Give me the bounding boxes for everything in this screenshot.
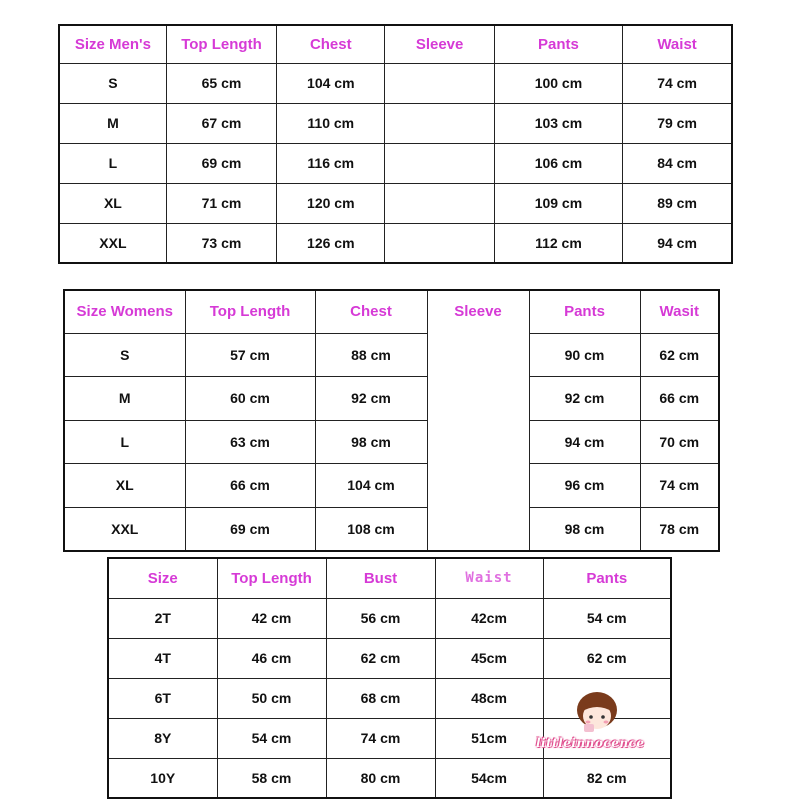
womens-header-chest: Chest xyxy=(315,290,427,333)
mens-top-length-cell: 67 cm xyxy=(166,103,276,143)
mens-chest-cell: 120 cm xyxy=(277,183,385,223)
womens-size-table xyxy=(63,289,720,552)
table-row xyxy=(59,63,732,103)
womens-size-cell: L xyxy=(64,420,185,464)
table-row xyxy=(64,507,719,551)
womens-header-waist: Wasit xyxy=(640,290,719,333)
kids-size-table xyxy=(107,557,672,799)
mens-waist-cell: 79 cm xyxy=(623,103,732,143)
mens-header-top-length: Top Length xyxy=(166,25,276,63)
mens-pants-cell: 109 cm xyxy=(494,183,622,223)
womens-waist-cell: 66 cm xyxy=(640,377,719,421)
kids-waist-cell: 51cm xyxy=(435,718,543,758)
mens-pants-cell: 106 cm xyxy=(494,143,622,183)
womens-size-cell: XXL xyxy=(64,507,185,551)
mens-sleeve-cell xyxy=(385,143,494,183)
mens-size-cell: XL xyxy=(59,183,166,223)
womens-chest-cell: 98 cm xyxy=(315,420,427,464)
kids-header-size: Size xyxy=(108,558,217,598)
kids-top-length-cell: 50 cm xyxy=(217,678,326,718)
kids-size-cell: 2T xyxy=(108,598,217,638)
mens-sleeve-cell xyxy=(385,183,494,223)
kids-header-pants: Pants xyxy=(543,558,671,598)
table-row xyxy=(64,420,719,464)
mens-sleeve-cell xyxy=(385,63,494,103)
womens-header-sleeve: Sleeve xyxy=(427,290,529,333)
mens-sleeve-cell xyxy=(385,223,494,263)
kids-waist-cell: 42cm xyxy=(435,598,543,638)
mens-size-cell: L xyxy=(59,143,166,183)
mens-header-row xyxy=(59,25,732,63)
kids-top-length-cell: 42 cm xyxy=(217,598,326,638)
kids-top-length-cell: 58 cm xyxy=(217,758,326,798)
womens-chest-cell: 104 cm xyxy=(315,464,427,508)
kids-waist-cell: 45cm xyxy=(435,638,543,678)
mens-top-length-cell: 73 cm xyxy=(166,223,276,263)
womens-size-cell: XL xyxy=(64,464,185,508)
womens-sleeve-cell xyxy=(427,377,529,421)
womens-waist-cell: 78 cm xyxy=(640,507,719,551)
table-row xyxy=(64,377,719,421)
kids-waist-cell: 48cm xyxy=(435,678,543,718)
kids-top-length-cell: 54 cm xyxy=(217,718,326,758)
womens-chest-cell: 108 cm xyxy=(315,507,427,551)
table-row xyxy=(64,333,719,377)
mens-top-length-cell: 65 cm xyxy=(166,63,276,103)
mens-waist-cell: 94 cm xyxy=(623,223,732,263)
womens-top-length-cell: 63 cm xyxy=(185,420,315,464)
kids-bust-cell: 56 cm xyxy=(326,598,435,638)
table-row xyxy=(59,183,732,223)
womens-sleeve-cell xyxy=(427,420,529,464)
mens-chest-cell: 110 cm xyxy=(277,103,385,143)
table-row xyxy=(108,598,671,638)
womens-header-top-length: Top Length xyxy=(185,290,315,333)
kids-top-length-cell: 46 cm xyxy=(217,638,326,678)
womens-waist-cell: 70 cm xyxy=(640,420,719,464)
table-row xyxy=(59,143,732,183)
kids-pants-cell: 54 cm xyxy=(543,598,671,638)
womens-pants-cell: 90 cm xyxy=(529,333,640,377)
table-row xyxy=(108,638,671,678)
mens-size-table xyxy=(58,24,733,264)
womens-pants-cell: 92 cm xyxy=(529,377,640,421)
mens-size-cell: M xyxy=(59,103,166,143)
womens-size-cell: M xyxy=(64,377,185,421)
womens-top-length-cell: 57 cm xyxy=(185,333,315,377)
table-row xyxy=(59,103,732,143)
womens-top-length-cell: 69 cm xyxy=(185,507,315,551)
womens-top-length-cell: 60 cm xyxy=(185,377,315,421)
mens-header-pants: Pants xyxy=(494,25,622,63)
mens-waist-cell: 89 cm xyxy=(623,183,732,223)
kids-size-cell: 6T xyxy=(108,678,217,718)
kids-pants-cell: 62 cm xyxy=(543,638,671,678)
kids-header-top-length: Top Length xyxy=(217,558,326,598)
womens-sleeve-cell xyxy=(427,333,529,377)
womens-waist-cell: 74 cm xyxy=(640,464,719,508)
womens-size-cell: S xyxy=(64,333,185,377)
watermark-logo xyxy=(536,688,666,758)
womens-chest-cell: 92 cm xyxy=(315,377,427,421)
mens-pants-cell: 103 cm xyxy=(494,103,622,143)
mens-chest-cell: 126 cm xyxy=(277,223,385,263)
table-row xyxy=(64,464,719,508)
womens-pants-cell: 98 cm xyxy=(529,507,640,551)
kids-bust-cell: 62 cm xyxy=(326,638,435,678)
kids-header-row xyxy=(108,558,671,598)
kids-size-cell: 4T xyxy=(108,638,217,678)
mens-pants-cell: 112 cm xyxy=(494,223,622,263)
womens-header-size: Size Womens xyxy=(64,290,185,333)
womens-sleeve-cell xyxy=(427,464,529,508)
mens-header-size: Size Men's xyxy=(59,25,166,63)
kids-header-waist: Waist xyxy=(435,558,543,598)
watermark-text: littleinnocence xyxy=(536,736,645,750)
table-row xyxy=(59,223,732,263)
womens-pants-cell: 94 cm xyxy=(529,420,640,464)
mens-header-chest: Chest xyxy=(277,25,385,63)
womens-top-length-cell: 66 cm xyxy=(185,464,315,508)
kids-pants-cell: 82 cm xyxy=(543,758,671,798)
mens-size-cell: S xyxy=(59,63,166,103)
girl-face-icon xyxy=(572,688,622,734)
womens-header-pants: Pants xyxy=(529,290,640,333)
womens-header-row xyxy=(64,290,719,333)
womens-sleeve-cell xyxy=(427,507,529,551)
womens-chest-cell: 88 cm xyxy=(315,333,427,377)
mens-waist-cell: 74 cm xyxy=(623,63,732,103)
kids-bust-cell: 74 cm xyxy=(326,718,435,758)
kids-bust-cell: 68 cm xyxy=(326,678,435,718)
mens-header-sleeve: Sleeve xyxy=(385,25,494,63)
mens-chest-cell: 104 cm xyxy=(277,63,385,103)
womens-pants-cell: 96 cm xyxy=(529,464,640,508)
kids-bust-cell: 80 cm xyxy=(326,758,435,798)
mens-sleeve-cell xyxy=(385,103,494,143)
mens-top-length-cell: 71 cm xyxy=(166,183,276,223)
table-row xyxy=(108,758,671,798)
kids-size-cell: 10Y xyxy=(108,758,217,798)
kids-header-bust: Bust xyxy=(326,558,435,598)
mens-top-length-cell: 69 cm xyxy=(166,143,276,183)
mens-header-waist: Waist xyxy=(623,25,732,63)
kids-size-cell: 8Y xyxy=(108,718,217,758)
mens-size-cell: XXL xyxy=(59,223,166,263)
mens-waist-cell: 84 cm xyxy=(623,143,732,183)
kids-waist-cell: 54cm xyxy=(435,758,543,798)
mens-chest-cell: 116 cm xyxy=(277,143,385,183)
mens-pants-cell: 100 cm xyxy=(494,63,622,103)
womens-waist-cell: 62 cm xyxy=(640,333,719,377)
